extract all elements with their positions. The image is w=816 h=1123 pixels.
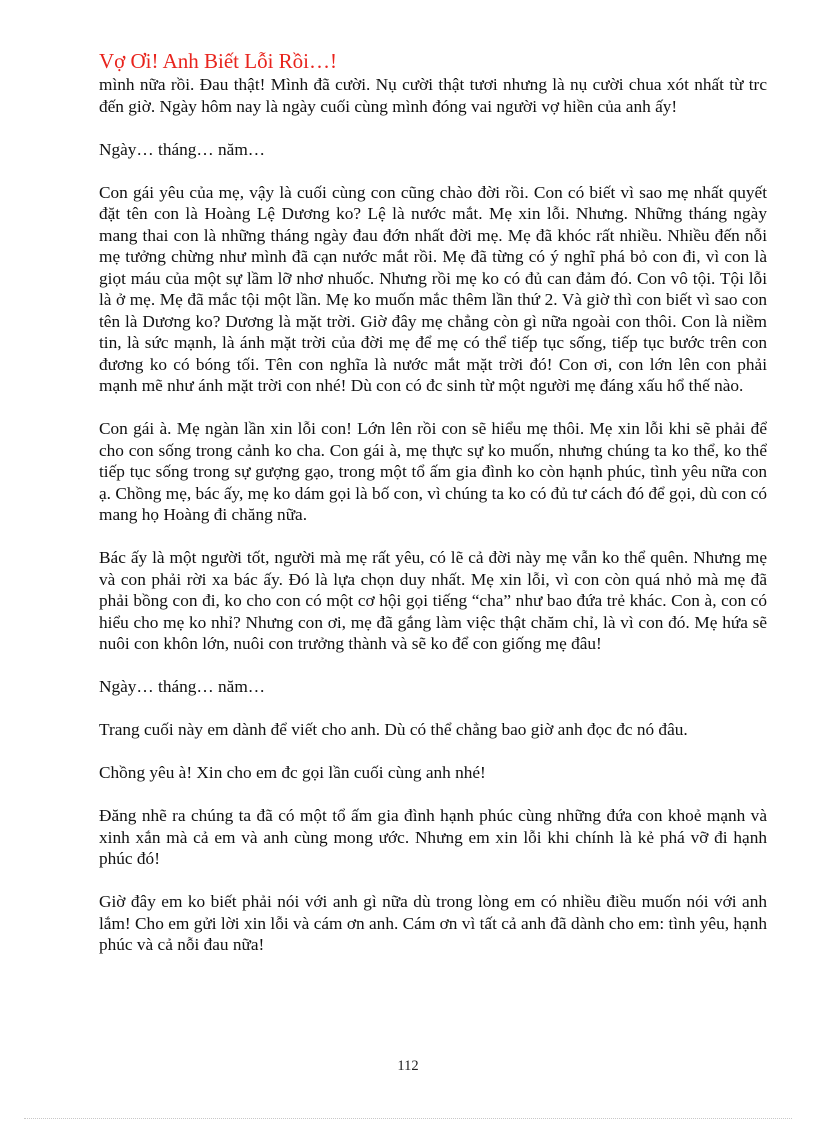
paragraph: Con gái à. Mẹ ngàn lần xin lỗi con! Lớn lên rồi con sẽ hiểu mẹ thôi. Mẹ xin lỗi khi sẽ phải để cho con sống trong cảnh ko cha. Con gái à, mẹ thực sự ko muốn, nhưng chúng ta ko thể, ko thể tiếp tục sống trong sự gượng gạo, trong một tổ ấm gia đình ko còn hạnh phúc, tình yêu nữa con ạ. Chồng mẹ, bác ấy, mẹ ko dám gọi là bố con, vì chúng ta ko có đủ tư cách đó để gọi, dù con có mang họ Hoàng đi chăng nữa.	[99, 419, 767, 524]
date-heading: Ngày… tháng… năm…	[99, 139, 266, 159]
paragraph: Chồng yêu à! Xin cho em đc gọi lần cuối cùng anh nhé!	[99, 763, 486, 782]
paragraph: Con gái yêu của mẹ, vậy là cuối cùng con cũng chào đời rồi. Con có biết vì sao mẹ nhất quyết đặt tên con là Hoàng Lệ Dương ko? Lệ là nước mắt. Mẹ xin lỗi. Nhưng. Những tháng ngày mang thai con là những tháng ngày đau đớn nhất đời mẹ. Mẹ đã khóc rất nhiều. Nhiều đến nỗi mẹ tưởng chừng như mình đã cạn nước mắt rồi. Mẹ đã từng có ý nghĩ phá bỏ con đi, vì con là giọt máu của một sự lầm lỡ nhơ nhuốc. Nhưng rồi mẹ ko có đủ can đảm đó. Con vô tội. Tội lỗi là ở mẹ. Mẹ đã mắc tội một lần. Mẹ ko muốn mắc thêm lần thứ 2. Và giờ thì con biết vì sao con tên là Dương ko? Dương là mặt trời. Giờ đây mẹ chẳng còn gì nữa ngoài con thôi. Con là niềm tin, là sức mạnh, là ánh mặt trời của đời mẹ để mẹ có thể tiếp tục sống, tiếp tục bước trên con đương ko có bóng tối. Tên con nghĩa là nước mắt mặt trời đó! Con ơi, con lớn lên con phải mạnh mẽ như ánh mặt trời con nhé! Dù con có đc sinh từ một người mẹ đáng xấu hổ thế nào.	[99, 182, 767, 395]
body-text	[99, 74, 767, 977]
page-bottom-divider	[24, 1118, 792, 1119]
page-title: Vợ Ơi! Anh Biết Lỗi Rồi…!	[99, 49, 338, 73]
paragraph: Đăng nhẽ ra chúng ta đã có một tổ ấm gia đình hạnh phúc cùng những đứa con khoẻ mạnh và xinh xắn mà cả em và anh cùng mong ước. Nhưng em xin lỗi khi chính là kẻ phá vỡ đi hạnh phúc đó!	[99, 806, 767, 868]
date-heading: Ngày… tháng… năm…	[99, 677, 266, 696]
page-number: 112	[397, 1058, 419, 1074]
paragraph: Bác ấy là một người tốt, người mà mẹ rất yêu, có lẽ cả đời này mẹ vẫn ko thể quên. Nhưng mẹ và con phải rời xa bác ấy. Đó là lựa chọn duy nhất. Mẹ xin lỗi, vì con còn quá nhỏ mà mẹ đã phải bồng con đi, ko cho con có một cơ hội gọi tiếng “cha” như bao đứa trẻ khác. Con à, con có hiểu cho mẹ ko nhỉ? Nhưng con ơi, mẹ đã gắng làm việc thật chăm chỉ, là vì con đó. Mẹ hứa sẽ nuôi con khôn lớn, nuôi con trưởng thành và sẽ ko để con giống mẹ đâu!	[99, 548, 767, 653]
paragraph: mình nữa rồi. Đau thật! Mình đã cười. Nụ cười thật tươi nhưng là nụ cười chua xót nhất từ trc đến giờ. Ngày hôm nay là ngày cuối cùng mình đóng vai người vợ hiền của anh ấy!	[99, 75, 767, 116]
paragraph: Giờ đây em ko biết phải nói với anh gì nữa dù trong lòng em có nhiều điều muốn nói với anh lắm! Cho em gửi lời xin lỗi và cám ơn anh. Cám ơn vì tất cả anh đã dành cho em: tình yêu, hạnh phúc và cả nỗi đau nữa!	[99, 892, 767, 954]
paragraph: Trang cuối này em dành để viết cho anh. Dù có thể chẳng bao giờ anh đọc đc nó đâu.	[99, 720, 688, 739]
